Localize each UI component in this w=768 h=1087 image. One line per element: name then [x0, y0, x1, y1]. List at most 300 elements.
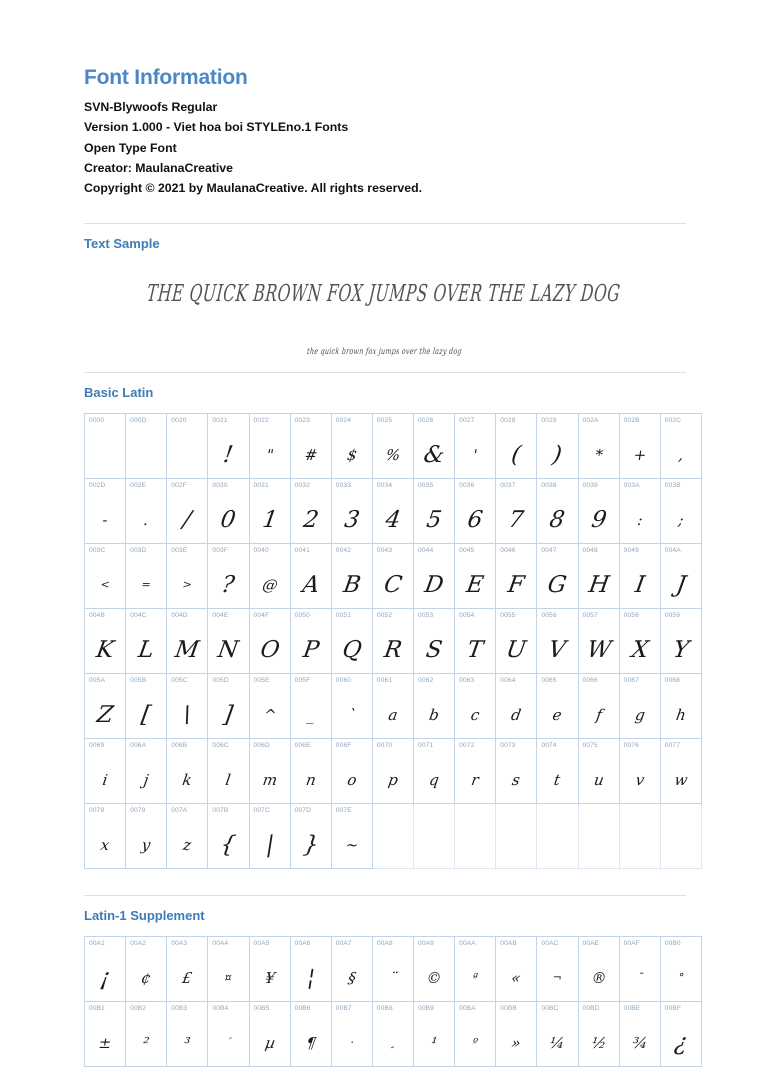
glyph-cell[interactable]	[372, 543, 413, 608]
glyph-cell[interactable]	[414, 738, 455, 803]
glyph-cell[interactable]	[372, 738, 413, 803]
glyph-cell[interactable]	[85, 738, 126, 803]
text-sample-uppercase: THE QUICK BROWN FOX JUMPS OVER THE LAZY DOG	[145, 279, 622, 307]
glyph-code-label: 006F	[335, 741, 352, 749]
glyph-preview: G	[546, 571, 569, 598]
glyph-cell[interactable]	[455, 543, 496, 608]
glyph-code-label: 004D	[171, 611, 188, 619]
glyph-cell[interactable]	[578, 738, 619, 803]
glyph-cell[interactable]	[619, 673, 660, 738]
glyph-cell[interactable]	[249, 803, 290, 868]
glyph-preview: [	[139, 701, 153, 728]
glyph-cell[interactable]	[660, 608, 701, 673]
font-copyright: Copyright © 2021 by MaulanaCreative. All rights reserved.	[84, 181, 423, 196]
glyph-cell[interactable]	[167, 936, 208, 1001]
text-sample-block	[84, 250, 686, 372]
glyph-cell[interactable]	[537, 478, 578, 543]
glyph-code-label: 00A8	[376, 939, 393, 947]
glyph-cell[interactable]	[619, 608, 660, 673]
glyph-cell[interactable]	[496, 738, 537, 803]
glyph-preview: B	[341, 571, 363, 598]
glyph-cell[interactable]	[85, 673, 126, 738]
glyph-cell[interactable]	[85, 1001, 126, 1066]
glyph-code-label: 0064	[500, 676, 516, 684]
glyph-preview: ³	[182, 1033, 192, 1052]
glyph-code-label: 0041	[294, 546, 310, 554]
glyph-cell[interactable]	[249, 673, 290, 738]
glyph-cell[interactable]	[208, 738, 249, 803]
glyph-preview: C	[382, 571, 404, 598]
glyph-cell[interactable]	[537, 1001, 578, 1066]
glyph-code-label: 00B3	[171, 1004, 188, 1012]
glyph-code-label: 0051	[335, 611, 352, 619]
glyph-cell[interactable]	[619, 936, 660, 1001]
glyph-preview: b	[427, 705, 441, 724]
glyph-cell[interactable]	[414, 608, 455, 673]
glyph-cell[interactable]	[372, 478, 413, 543]
glyph-preview: V	[547, 636, 568, 663]
glyph-code-label: 005B	[130, 676, 147, 684]
glyph-preview: º	[471, 1035, 479, 1049]
glyph-code-label: 00A1	[89, 939, 105, 947]
glyph-preview: !	[221, 441, 236, 468]
glyph-cell[interactable]	[660, 1001, 701, 1066]
glyph-preview: ¸	[389, 1035, 397, 1049]
glyph-code-label: 003B	[664, 481, 681, 489]
glyph-code-label: 006A	[130, 741, 147, 749]
glyph-cell[interactable]	[578, 936, 619, 1001]
glyph-cell[interactable]	[537, 936, 578, 1001]
glyph-code-label: 0071	[418, 741, 434, 749]
glyph-code-label: 00BB	[500, 1004, 517, 1012]
glyph-preview: ¢	[139, 968, 153, 987]
glyph-cell[interactable]	[331, 543, 372, 608]
glyph-code-label: 00BD	[582, 1004, 600, 1012]
glyph-preview: ¾	[630, 1033, 649, 1052]
glyph-table-row	[85, 803, 702, 868]
glyph-cell[interactable]	[496, 478, 537, 543]
glyph-preview: =	[140, 577, 152, 591]
glyph-code-label: 0034	[376, 481, 393, 489]
glyph-preview: *	[593, 445, 604, 464]
glyph-preview: `	[346, 705, 357, 724]
glyph-code-label: 007E	[335, 806, 352, 814]
section-title-latin-1-supplement: Latin-1 Supplement	[84, 907, 205, 923]
glyph-table-row	[85, 543, 702, 608]
glyph-code-label: 0020	[171, 416, 187, 424]
glyph-preview: i	[101, 770, 109, 789]
glyph-cell[interactable]	[331, 1001, 372, 1066]
glyph-code-label: 0025	[376, 416, 393, 424]
glyph-code-label: 0075	[582, 741, 598, 749]
glyph-preview: ¬	[551, 970, 564, 984]
glyph-preview: ¶	[304, 1033, 317, 1052]
glyph-cell[interactable]	[126, 803, 167, 868]
glyph-preview: .	[142, 510, 151, 529]
glyph-preview	[657, 824, 704, 866]
glyph-code-label: 0063	[459, 676, 475, 684]
glyph-preview: J	[674, 571, 688, 598]
glyph-cell[interactable]	[455, 1001, 496, 1066]
glyph-code-label: 005D	[212, 676, 229, 684]
glyph-cell[interactable]	[126, 478, 167, 543]
glyph-cell[interactable]	[537, 738, 578, 803]
glyph-code-label: 004B	[89, 611, 105, 619]
glyph-preview: S	[424, 636, 444, 663]
glyph-cell[interactable]	[660, 738, 701, 803]
glyph-preview: §	[346, 968, 357, 987]
glyph-cell[interactable]	[578, 478, 619, 543]
glyph-cell[interactable]	[496, 413, 537, 478]
glyph-cell[interactable]	[167, 608, 208, 673]
glyph-cell[interactable]	[372, 608, 413, 673]
glyph-cell[interactable]	[85, 543, 126, 608]
glyph-cell[interactable]	[126, 738, 167, 803]
glyph-cell[interactable]	[208, 478, 249, 543]
glyph-preview: R	[382, 636, 404, 663]
glyph-preview	[493, 824, 540, 866]
glyph-cell[interactable]	[496, 673, 537, 738]
glyph-code-label: 00B8	[376, 1004, 393, 1012]
glyph-preview: ^	[261, 705, 278, 724]
glyph-preview: L	[136, 636, 156, 663]
glyph-preview: °	[677, 970, 685, 984]
glyph-code-label: 0030	[212, 481, 228, 489]
glyph-cell[interactable]	[331, 608, 372, 673]
glyph-code-label: 0044	[418, 546, 434, 554]
glyph-preview: 3	[342, 506, 362, 533]
glyph-cell[interactable]	[537, 673, 578, 738]
glyph-preview: /	[181, 506, 194, 533]
glyph-code-label: 0052	[376, 611, 393, 619]
glyph-cell[interactable]	[85, 803, 126, 868]
glyph-cell[interactable]	[85, 608, 126, 673]
glyph-cell[interactable]	[414, 478, 455, 543]
glyph-code-label: 0032	[294, 481, 310, 489]
glyph-preview: t	[552, 770, 562, 789]
glyph-cell[interactable]	[208, 936, 249, 1001]
glyph-cell[interactable]	[126, 1001, 167, 1066]
glyph-preview: F	[506, 571, 527, 598]
glyph-code-label: 0031	[253, 481, 269, 489]
glyph-preview: _	[305, 705, 316, 724]
glyph-code-label: 00AA	[459, 939, 476, 947]
glyph-cell[interactable]	[249, 543, 290, 608]
glyph-cell[interactable]	[126, 608, 167, 673]
glyph-table-row	[85, 673, 702, 738]
glyph-cell[interactable]	[290, 478, 331, 543]
glyph-preview: '	[471, 445, 479, 464]
glyph-code-label: 0042	[335, 546, 352, 554]
glyph-cell[interactable]	[167, 803, 208, 868]
glyph-cell[interactable]	[126, 413, 167, 478]
glyph-code-label: 0037	[500, 481, 516, 489]
glyph-code-label: 00B2	[130, 1004, 147, 1012]
glyph-cell[interactable]	[208, 803, 249, 868]
glyph-code-label: 0045	[459, 546, 475, 554]
glyph-cell[interactable]	[208, 413, 249, 478]
glyph-cell[interactable]	[372, 936, 413, 1001]
glyph-code-label: 002C	[664, 416, 682, 424]
glyph-preview: µ	[263, 1033, 276, 1052]
glyph-cell[interactable]	[249, 608, 290, 673]
glyph-cell[interactable]	[331, 478, 372, 543]
glyph-code-label: 0070	[376, 741, 393, 749]
glyph-preview: o	[345, 770, 358, 789]
glyph-code-label: 002E	[130, 481, 147, 489]
glyph-code-label: 00B1	[89, 1004, 105, 1012]
glyph-cell[interactable]	[331, 936, 372, 1001]
glyph-code-label: 0000	[89, 416, 105, 424]
page-title: Font Information	[84, 66, 248, 89]
glyph-table-body	[85, 413, 702, 868]
glyph-cell-empty	[455, 803, 496, 868]
glyph-cell[interactable]	[414, 673, 455, 738]
glyph-preview	[534, 824, 581, 866]
glyph-cell[interactable]	[290, 673, 331, 738]
glyph-cell[interactable]	[619, 543, 660, 608]
glyph-code-label: 006C	[212, 741, 229, 749]
glyph-preview: u	[592, 770, 605, 789]
glyph-cell[interactable]	[414, 413, 455, 478]
glyph-code-label: 0060	[335, 676, 352, 684]
glyph-table-latin-1-supplement	[84, 936, 702, 1067]
glyph-cell[interactable]	[331, 803, 372, 868]
glyph-cell[interactable]	[290, 1001, 331, 1066]
glyph-cell[interactable]	[290, 608, 331, 673]
glyph-cell[interactable]	[578, 543, 619, 608]
glyph-cell-empty	[578, 803, 619, 868]
glyph-code-label: 0043	[376, 546, 393, 554]
glyph-preview: c	[469, 705, 481, 724]
glyph-cell[interactable]	[660, 478, 701, 543]
glyph-preview: O	[258, 636, 282, 663]
glyph-preview: d	[510, 705, 523, 724]
glyph-cell[interactable]	[578, 1001, 619, 1066]
glyph-cell[interactable]	[208, 1001, 249, 1066]
glyph-code-label: 0048	[582, 546, 598, 554]
glyph-cell[interactable]	[455, 936, 496, 1001]
glyph-code-label: 0061	[376, 676, 393, 684]
glyph-preview	[616, 824, 663, 866]
glyph-cell[interactable]	[496, 1001, 537, 1066]
glyph-cell[interactable]	[85, 478, 126, 543]
glyph-preview: Y	[671, 636, 691, 663]
glyph-cell[interactable]	[249, 738, 290, 803]
glyph-cell[interactable]	[455, 413, 496, 478]
glyph-cell[interactable]	[372, 1001, 413, 1066]
glyph-cell[interactable]	[414, 543, 455, 608]
glyph-code-label: 0077	[664, 741, 681, 749]
glyph-cell[interactable]	[414, 936, 455, 1001]
glyph-code-label: 0026	[418, 416, 434, 424]
glyph-preview: s	[511, 770, 522, 789]
glyph-cell[interactable]	[85, 936, 126, 1001]
glyph-cell-empty	[372, 803, 413, 868]
glyph-preview: A	[300, 571, 322, 598]
glyph-cell[interactable]	[331, 673, 372, 738]
glyph-cell[interactable]	[372, 673, 413, 738]
glyph-cell[interactable]	[331, 413, 372, 478]
glyph-cell[interactable]	[619, 478, 660, 543]
glyph-code-label: 003A	[623, 481, 640, 489]
glyph-preview: D	[422, 571, 446, 598]
glyph-cell[interactable]	[619, 413, 660, 478]
glyph-cell[interactable]	[290, 738, 331, 803]
glyph-preview: ¨	[387, 968, 399, 987]
glyph-preview: f	[594, 705, 603, 724]
glyph-preview: m	[261, 770, 279, 789]
glyph-code-label: 005F	[294, 676, 311, 684]
glyph-cell[interactable]	[167, 543, 208, 608]
glyph-preview: e	[551, 705, 564, 724]
glyph-code-label: 00BF	[664, 1004, 682, 1012]
glyph-cell[interactable]	[455, 608, 496, 673]
glyph-cell[interactable]	[208, 543, 249, 608]
glyph-code-label: 0033	[335, 481, 352, 489]
glyph-cell[interactable]	[537, 543, 578, 608]
glyph-preview: ,	[676, 445, 685, 464]
glyph-cell[interactable]	[496, 936, 537, 1001]
glyph-cell[interactable]	[290, 543, 331, 608]
glyph-cell[interactable]	[578, 608, 619, 673]
glyph-preview: k	[181, 770, 194, 789]
glyph-preview: 5	[424, 506, 444, 533]
glyph-code-label: 00BA	[459, 1004, 476, 1012]
font-name: SVN-Blywoofs Regular	[84, 100, 218, 115]
glyph-cell[interactable]	[85, 413, 126, 478]
glyph-cell-empty	[660, 803, 701, 868]
glyph-code-label: 005E	[253, 676, 270, 684]
glyph-preview: n	[304, 770, 317, 789]
glyph-code-label: 0050	[294, 611, 310, 619]
glyph-preview: <	[99, 577, 111, 591]
glyph-cell[interactable]	[455, 673, 496, 738]
glyph-cell[interactable]	[290, 803, 331, 868]
glyph-cell[interactable]	[578, 673, 619, 738]
glyph-code-label: 003C	[89, 546, 106, 554]
glyph-cell[interactable]	[126, 543, 167, 608]
glyph-code-label: 006B	[171, 741, 188, 749]
glyph-code-label: 00AC	[541, 939, 559, 947]
glyph-cell[interactable]	[167, 673, 208, 738]
glyph-preview: 7	[506, 506, 526, 533]
glyph-cell[interactable]	[249, 1001, 290, 1066]
glyph-code-label: 00A6	[294, 939, 311, 947]
glyph-cell[interactable]	[290, 413, 331, 478]
glyph-code-label: 0066	[582, 676, 598, 684]
glyph-code-label: 005C	[171, 676, 188, 684]
glyph-table-row	[85, 478, 702, 543]
glyph-preview: h	[674, 705, 688, 724]
glyph-cell[interactable]	[331, 738, 372, 803]
glyph-cell[interactable]	[455, 738, 496, 803]
glyph-table-basic-latin	[84, 413, 702, 869]
glyph-table-row	[85, 738, 702, 803]
glyph-code-label: 00BC	[541, 1004, 559, 1012]
glyph-preview	[452, 824, 499, 866]
glyph-code-label: 0047	[541, 546, 557, 554]
glyph-preview: ¥	[263, 968, 276, 987]
glyph-preview: a	[387, 705, 399, 724]
glyph-cell[interactable]	[660, 543, 701, 608]
section-title-basic-latin: Basic Latin	[84, 384, 154, 400]
glyph-code-label: 0074	[541, 741, 557, 749]
glyph-cell[interactable]	[372, 413, 413, 478]
glyph-cell[interactable]	[414, 1001, 455, 1066]
glyph-code-label: 00B9	[418, 1004, 434, 1012]
glyph-code-label: 006E	[294, 741, 311, 749]
font-format: Open Type Font	[84, 140, 177, 155]
glyph-preview: 9	[589, 506, 608, 533]
glyph-preview: M	[173, 636, 202, 663]
glyph-cell[interactable]	[290, 936, 331, 1001]
glyph-table-body	[85, 936, 702, 1066]
glyph-code-label: 00B0	[664, 939, 681, 947]
glyph-preview: |	[263, 831, 276, 858]
glyph-preview	[575, 824, 622, 866]
glyph-cell[interactable]	[496, 608, 537, 673]
glyph-preview: ]	[221, 701, 235, 728]
glyph-cell[interactable]	[578, 413, 619, 478]
glyph-preview: w	[672, 770, 689, 789]
glyph-code-label: 003F	[212, 546, 229, 554]
glyph-preview: 0	[219, 506, 238, 533]
glyph-cell[interactable]	[537, 608, 578, 673]
glyph-cell[interactable]	[208, 608, 249, 673]
glyph-cell[interactable]	[208, 673, 249, 738]
glyph-cell[interactable]	[660, 413, 701, 478]
glyph-preview	[411, 824, 458, 866]
glyph-code-label: 0023	[294, 416, 310, 424]
glyph-cell[interactable]	[167, 413, 208, 478]
glyph-code-label: 00A7	[335, 939, 352, 947]
glyph-cell[interactable]	[167, 738, 208, 803]
glyph-cell[interactable]	[496, 543, 537, 608]
glyph-code-label: 0078	[89, 806, 105, 814]
glyph-cell[interactable]	[619, 738, 660, 803]
glyph-preview: "	[264, 445, 275, 464]
glyph-cell[interactable]	[249, 478, 290, 543]
glyph-preview: v	[634, 770, 646, 789]
glyph-cell[interactable]	[167, 1001, 208, 1066]
glyph-cell[interactable]	[537, 413, 578, 478]
glyph-preview: ½	[589, 1033, 608, 1052]
glyph-preview: ®	[589, 968, 608, 987]
glyph-cell[interactable]	[455, 478, 496, 543]
glyph-cell[interactable]	[660, 673, 701, 738]
glyph-preview: }	[301, 831, 321, 858]
glyph-preview: W	[584, 636, 613, 663]
glyph-cell[interactable]	[167, 478, 208, 543]
glyph-preview: x	[99, 835, 111, 854]
glyph-code-label: 003E	[171, 546, 188, 554]
glyph-code-label: 002D	[89, 481, 106, 489]
glyph-code-label: 0022	[253, 416, 269, 424]
glyph-code-label: 003D	[130, 546, 147, 554]
glyph-cell[interactable]	[126, 673, 167, 738]
font-creator: Creator: MaulanaCreative	[84, 161, 233, 176]
glyph-code-label: 0068	[664, 676, 681, 684]
glyph-preview: {	[219, 831, 238, 858]
glyph-cell[interactable]	[660, 936, 701, 1001]
glyph-table-row	[85, 413, 702, 478]
glyph-code-label: 0021	[212, 416, 228, 424]
glyph-cell[interactable]	[126, 936, 167, 1001]
glyph-cell[interactable]	[619, 1001, 660, 1066]
glyph-cell[interactable]	[249, 936, 290, 1001]
glyph-cell[interactable]	[249, 413, 290, 478]
